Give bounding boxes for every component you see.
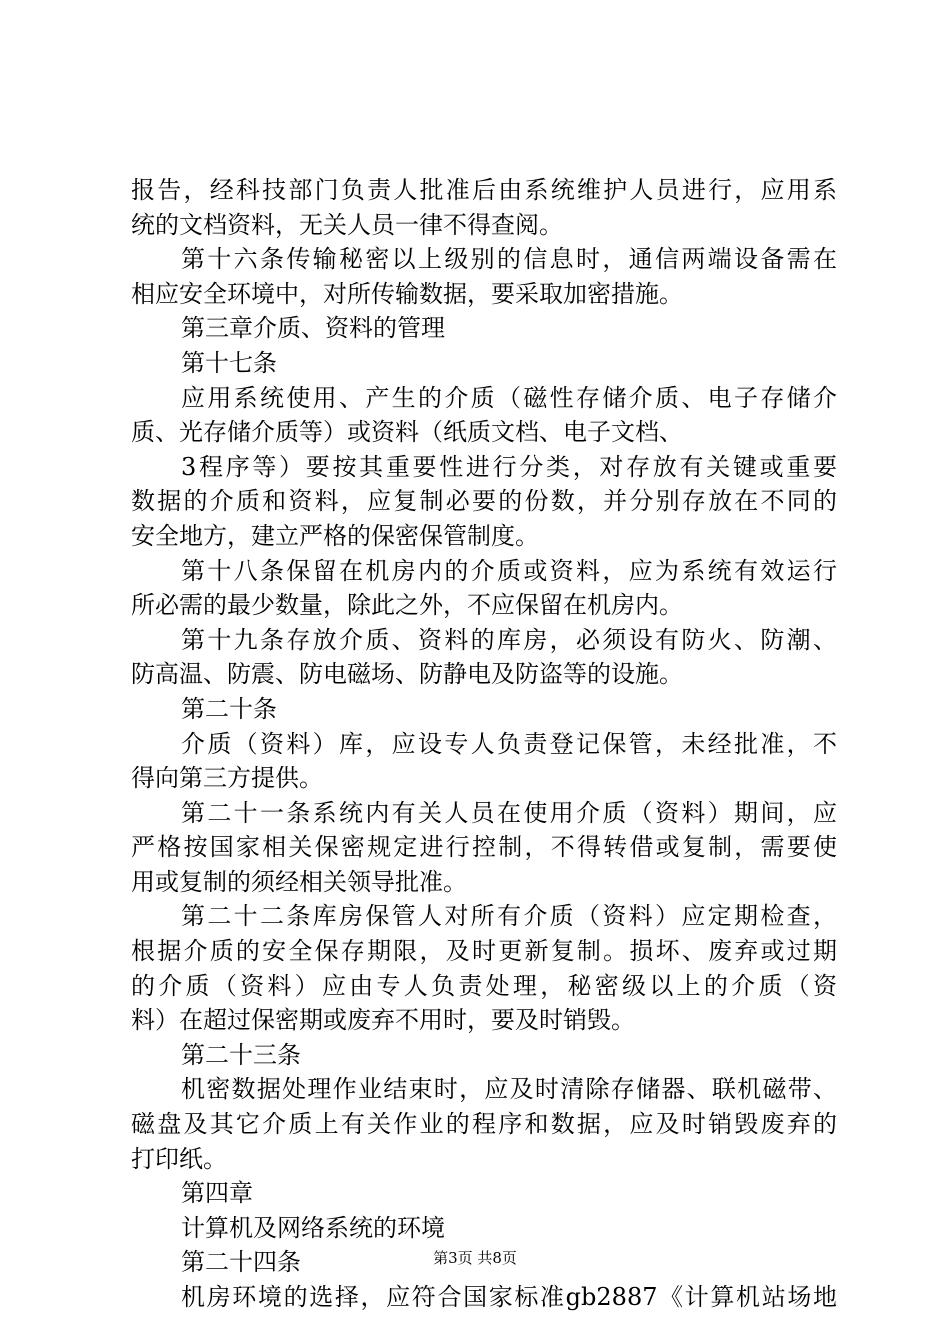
text-line: 严格按国家相关保密规定进行控制，不得转借或复制，需要使 bbox=[131, 833, 837, 862]
text-line: 第二十三条 bbox=[181, 1040, 301, 1069]
page-number-footer: 第3页 共8页 bbox=[433, 1249, 517, 1267]
text-line: 料）在超过保密期或废弃不用时，要及时销毁。 bbox=[131, 1006, 635, 1035]
text-line: 第十九条存放介质、资料的库房，必须设有防火、防潮、 bbox=[181, 625, 837, 654]
text-line: 得向第三方提供。 bbox=[131, 764, 323, 793]
text-line: 第三章介质、资料的管理 bbox=[181, 314, 445, 343]
text-line: 机房环境的选择，应符合国家标准gb2887《计算机站场地 bbox=[181, 1283, 837, 1311]
text-line: 计算机及网络系统的环境 bbox=[181, 1213, 445, 1242]
text-line: 根据介质的安全保存期限，及时更新复制。损坏、废弃或过期 bbox=[131, 937, 837, 966]
text-line: 第二十二条库房保管人对所有介质（资料）应定期检查， bbox=[181, 902, 837, 931]
text-line: 报告，经科技部门负责人批准后由系统维护人员进行，应用系 bbox=[131, 176, 837, 204]
document-body bbox=[131, 173, 837, 1315]
text-line: 磁盘及其它介质上有关作业的程序和数据，应及时销毁废弃的 bbox=[131, 1110, 837, 1139]
text-line: 防高温、防震、防电磁场、防静电及防盗等的设施。 bbox=[131, 660, 683, 689]
text-line: 相应安全环境中，对所传输数据，要采取加密措施。 bbox=[131, 279, 683, 308]
text-line: 介质（资料）库，应设专人负责登记保管，未经批准，不 bbox=[181, 729, 837, 758]
text-line: 质、光存储介质等）或资料（纸质文档、电子文档、 bbox=[131, 418, 683, 447]
text-line: 的介质（资料）应由专人负责处理，秘密级以上的介质（资 bbox=[131, 971, 837, 1000]
text-line: 应用系统使用、产生的介质（磁性存储介质、电子存储介 bbox=[181, 383, 837, 412]
text-line: 第四章 bbox=[181, 1179, 253, 1208]
text-line: 统的文档资料，无关人员一律不得查阅。 bbox=[131, 210, 563, 239]
text-line: 机密数据处理作业结束时，应及时清除存储器、联机磁带、 bbox=[181, 1075, 837, 1104]
text-line: 第二十四条 bbox=[181, 1248, 301, 1277]
text-line: 打印纸。 bbox=[131, 1144, 227, 1173]
text-line: 所必需的最少数量，除此之外，不应保留在机房内。 bbox=[131, 591, 683, 620]
text-line: 数据的介质和资料，应复制必要的份数，并分别存放在不同的 bbox=[131, 487, 837, 516]
text-line: 第二十条 bbox=[181, 694, 277, 723]
text-line: 第二十一条系统内有关人员在使用介质（资料）期间，应 bbox=[181, 798, 837, 827]
text-line: 安全地方，建立严格的保密保管制度。 bbox=[131, 521, 539, 550]
text-line: 第十八条保留在机房内的介质或资料，应为系统有效运行 bbox=[181, 556, 837, 585]
text-line: 第十六条传输秘密以上级别的信息时，通信两端设备需在 bbox=[181, 245, 837, 274]
text-line: 第十七条 bbox=[181, 348, 277, 377]
text-line: 3程序等）要按其重要性进行分类，对存放有关键或重要 bbox=[181, 452, 837, 481]
text-line: 用或复制的须经相关领导批准。 bbox=[131, 867, 467, 896]
